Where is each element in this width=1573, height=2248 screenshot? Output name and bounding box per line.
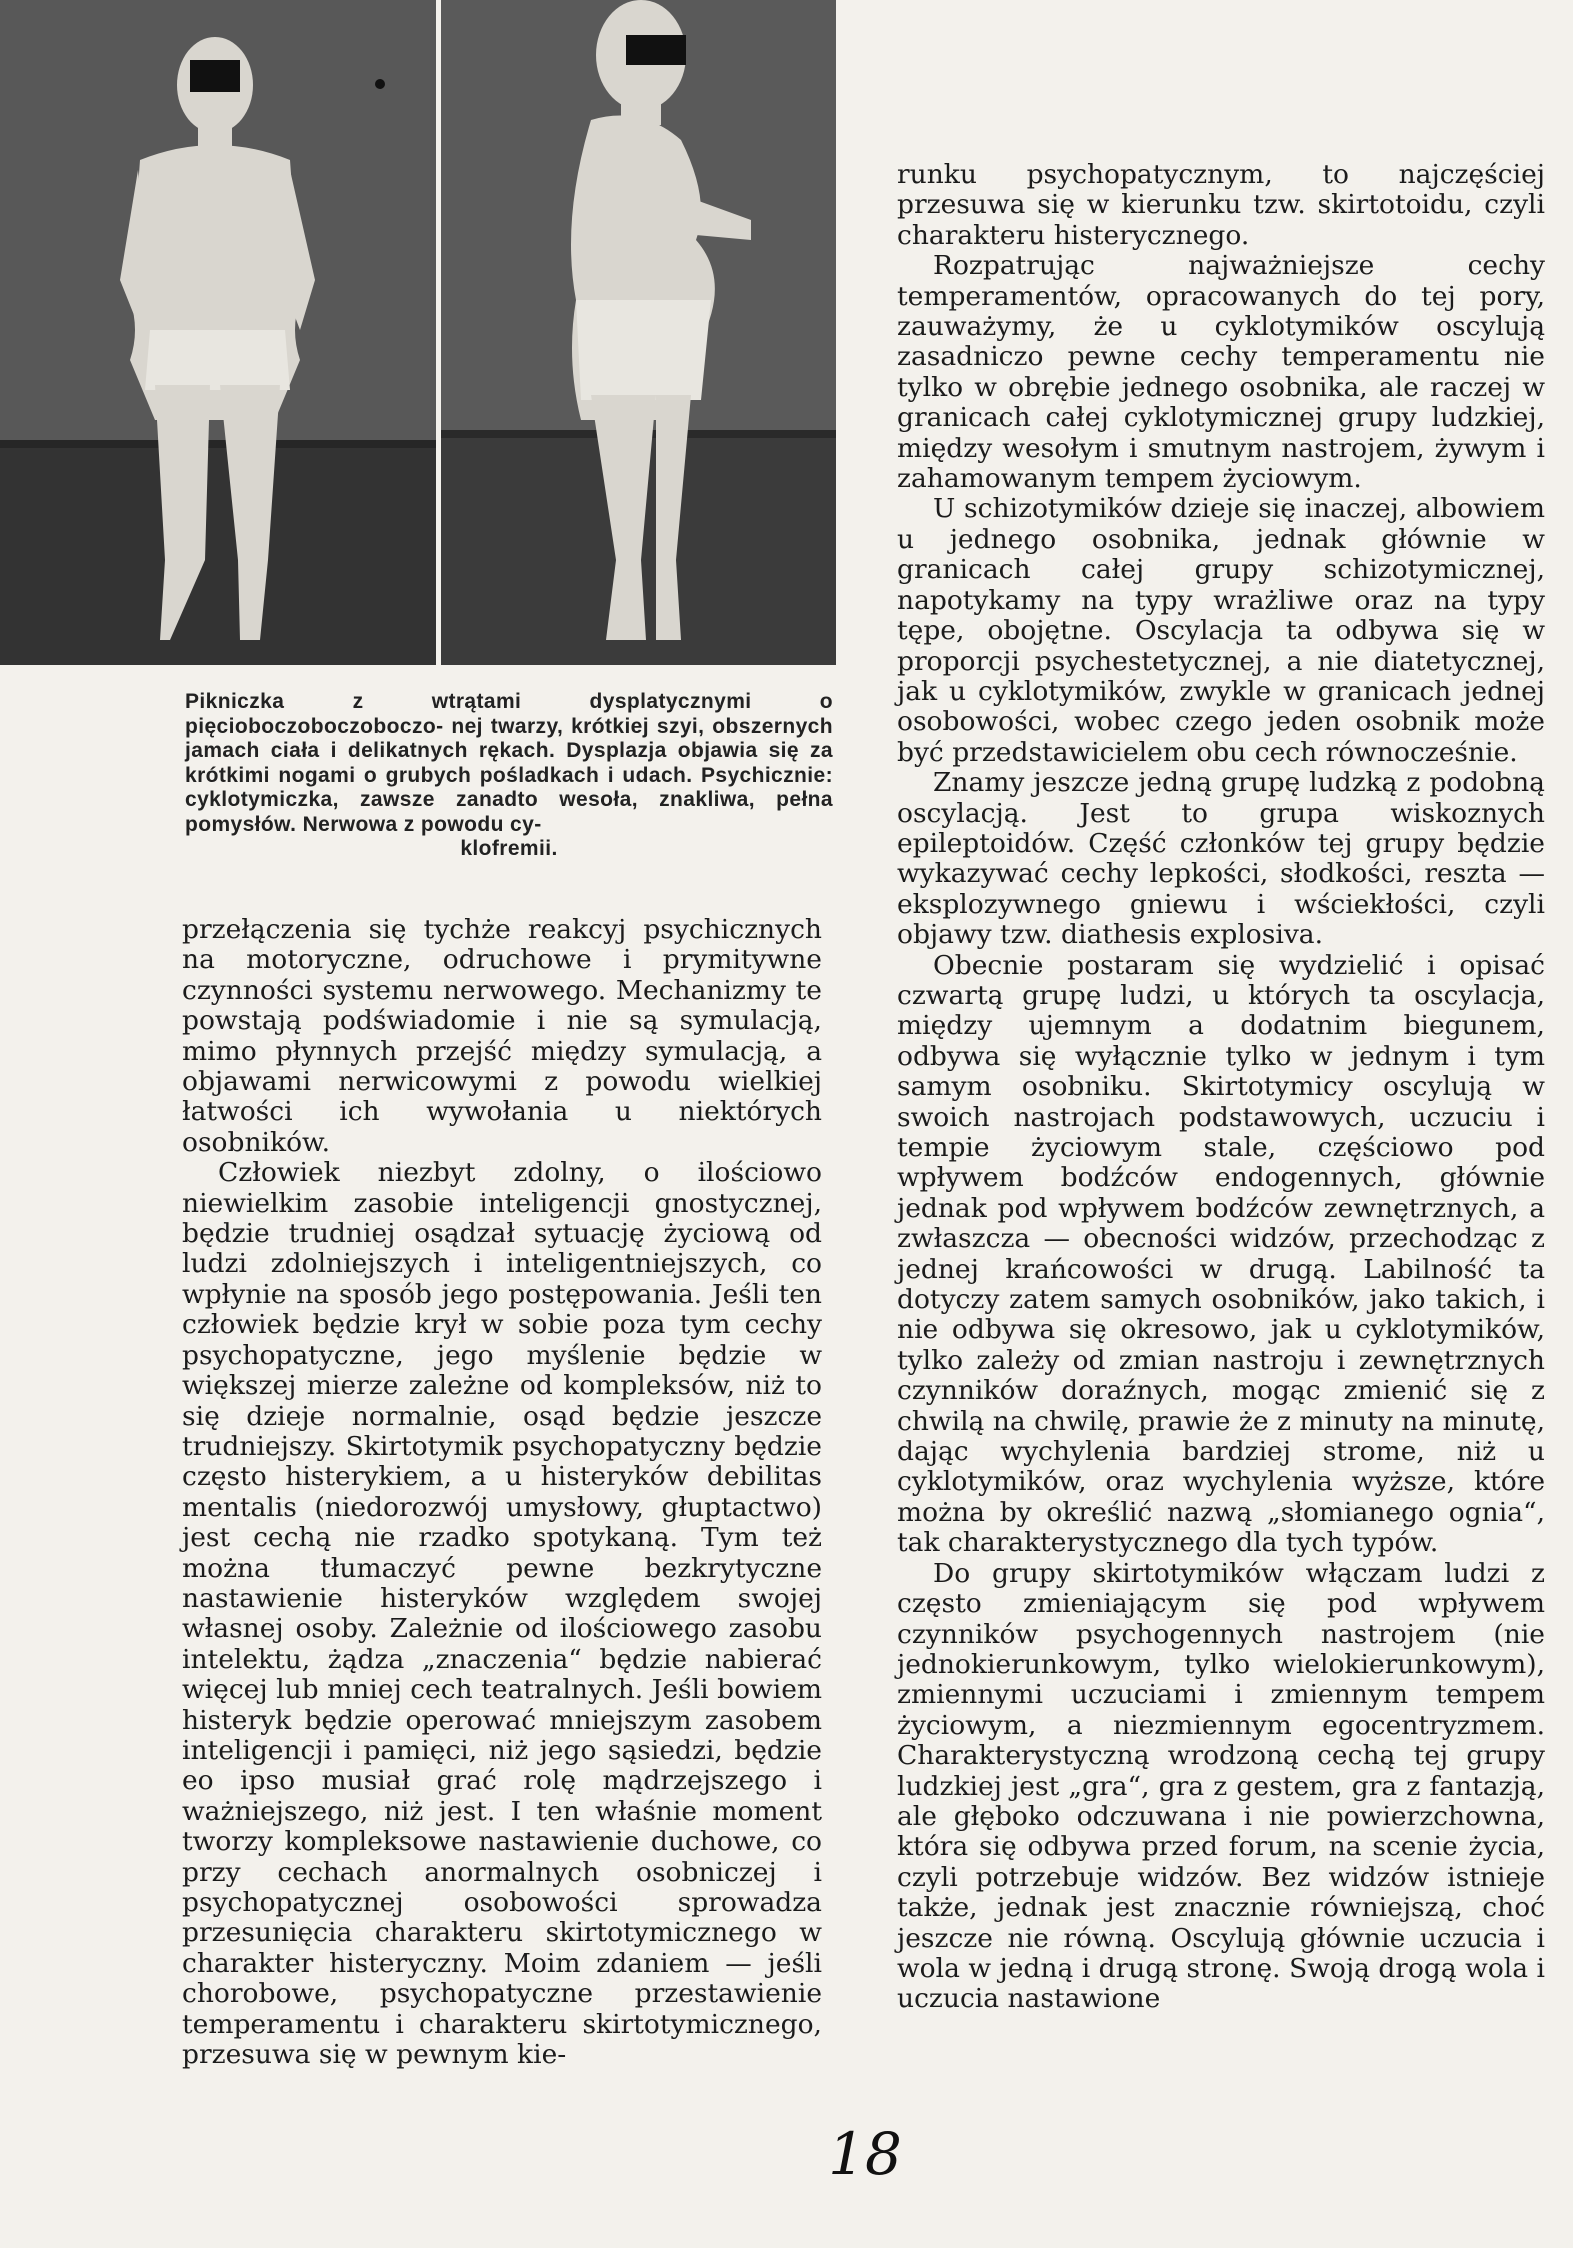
eye-censor-bar-left <box>190 60 240 92</box>
paragraph: przełączenia się tychże reakcyj psychicznych na motoryczne, odruchowe i prymitywne czynności systemu nerwowego. Mechanizmy te powstają podświadomie i nie są symulacją, mimo płynnych przejść między symulacją, a objawami nerwicowymi z powodu wielkiej łatwości ich wywołania u niektórych osobników. <box>182 914 822 1158</box>
caption-line: Psychicznie: cyklotymiczka, zawsze zanadto wesoła, <box>185 763 833 811</box>
figure-caption <box>185 690 833 862</box>
caption-line: krótkimi nogami o grubych pośladkach i udach. <box>185 763 693 787</box>
caption-line: i delikatnych rękach. Dysplazja objawia się za <box>330 739 833 762</box>
paragraph: Rozpatrując najważniejsze cechy temperamentów, opracowanych do tej pory, zauważymy, że u cyklotymików oscylują zasadniczo pewne cechy temperamentu nie tylko w obrębie jednego osobnika, ale raczej w granicach całej cyklotymicznej grupy ludzkiej, między wesołym i smutnym nastrojem, żywym i zahamowanym tempem życiowym. <box>897 250 1545 495</box>
paragraph: Obecnie postaram się wydzielić i opisać czwartą grupę ludzi, u których ta oscylacja, między ujemnym a dodatnim biegunem, odbywa się wyłącznie tylko w jednym i tym samym osobniku. Skirtotymicy oscylują w swoich nastrojach podstawowych, uczuciu i tempie życiowym stale, częściowo pod wpływem bodźców endogennych, głównie jednak pod wpływem bodźców zewnętrznych, a zwłaszcza — obecności widzów, przechodząc z jednej krańcowości w drugą. Labilność ta dotyczy zatem samych osobników, jako takich, i nie odbywa się okresowo, jak u cyklotymików, tylko zależy od zmian nastroju i zewnętrznych czynników doraźnych, mogąc zmienić się z chwilą na chwilę, prawie że z minuty na minutę, dając wychylenia bardziej strome, niż u cyklotymików, oraz wychylenia wyższe, które można by określić nazwą „słomianego ognia“, tak charakterystycznego dla tych typów. <box>897 949 1545 1559</box>
photo-side-view <box>441 0 836 665</box>
right-text-column <box>897 160 1545 2015</box>
paragraph: U schizotymików dzieje się inaczej, albowiem u jednego osobnika, jednak głównie w granicach całej grupy schizotymicznej, napotykamy na typy wrażliwe oraz na typy tępe, obojętne. Oscylacja ta odbywa się w proporcji psychestetycznej, a nie diatetycznej, jak u cyklotymików, zwykle w granicach jednej osobowości, wobec czego jeden osobnik może być przedstawicielem obu cech równocześnie. <box>897 493 1545 768</box>
figure-front-silhouette <box>0 0 436 665</box>
paragraph: Człowiek niezbyt zdolny, o ilościowo niewielkim zasobie inteligencji gnostycznej, będzie trudniej osądzał sytuację życiową od ludzi zdolniejszych i inteligentniejszych, co wpłynie na sposób jego postępowania. Jeśli ten człowiek będzie krył w sobie poza tym cechy psychopatyczne, jego myślenie będzie w większej mierze zależne od kompleksów, niż to się dzieje normalnie, osąd będzie jeszcze trudniejszy. Skirtotymik psychopatyczny będzie często histerykiem, a u histeryków debilitas mentalis (niedorozwój umysłowy, głuptactwo) jest cechą nie rzadko spotykaną. Tym też można tłumaczyć pewne bezkrytyczne nastawienie histeryków względem swojej własnej osoby. Zależnie od ilościowego zasobu intelektu, żądza „znaczenia“ będzie nabierać więcej lub mniej cech teatralnych. Jeśli bowiem histeryk będzie operować mniejszym zasobem inteligencji i pamięci, niż jego sąsiedzi, będzie eo ipso musiał grać rolę mądrzejszego i ważniejszego, niż jest. I ten właśnie moment tworzy kompleksowe nastawienie duchowe, co przy cechach anormalnych osobniczej i psychopatycznej osobowości sprowadza przesunięcia charakteru skirtotymicznego w charakter histeryczny. Moim zdaniem — jeśli chorobowe, psychopatyczne przestawienie temperamentu i charakteru skirtotymicznego, przesuwa się w pewnym kie- <box>182 1157 822 2071</box>
caption-line: klofremii. <box>460 837 558 860</box>
left-text-column <box>182 915 822 2070</box>
eye-censor-bar-right <box>626 35 686 65</box>
paragraph: Znamy jeszcze jedną grupę ludzką z podobną oscylacją. Jest to grupa wiskoznych epileptoidów. Część członków tej grupy będzie wykazywać cechy lepkości, słodkości, reszta — eksplozywnego gniewu i wściekłości, czyli objawy tzw. diathesis explosiva. <box>897 767 1545 951</box>
page-number: 18 <box>828 2120 902 2188</box>
paragraph: runku psychopatycznym, to najczęściej przesuwa się w kierunku tzw. skirtotoidu, czyli charakteru histerycznego. <box>897 159 1545 251</box>
caption-line: znakliwa, pełna pomysłów. Nerwowa z powodu cy- <box>185 788 833 836</box>
figure-side-silhouette <box>441 0 836 665</box>
caption-line: nej twarzy, krótkiej szyi, obszernych jamach ciała <box>185 714 833 762</box>
paragraph: Do grupy skirtotymików włączam ludzi z często zmieniającym się pod wpływem czynników psychogennych nastrojem (nie jednokierunkowym, tylko wielokierunkowym), zmiennymi uczuciami i zmiennym tempem życiowym, a niezmiennym egocentryzmem. Charakterystyczną wrodzoną cechą tej grupy ludzkiej jest „gra“, gra z gestem, gra z fantazją, ale głęboko odczuwana i nie powierzchowna, która się odbywa przed forum, na scenie życia, czyli potrzebuje widzów. Bez widzów istnieje także, jednak jest znacznie równiejszą, choć jeszcze nie równą. Oscylują głównie uczucia i wola w jedną i drugą stronę. Swoją drogą wola i uczucia nastawione <box>897 1557 1545 2015</box>
caption-line: Pikniczka z wtrątami dysplatycznymi o pięcioboczoboczoboczo- <box>185 690 833 738</box>
photo-front-view <box>0 0 436 665</box>
